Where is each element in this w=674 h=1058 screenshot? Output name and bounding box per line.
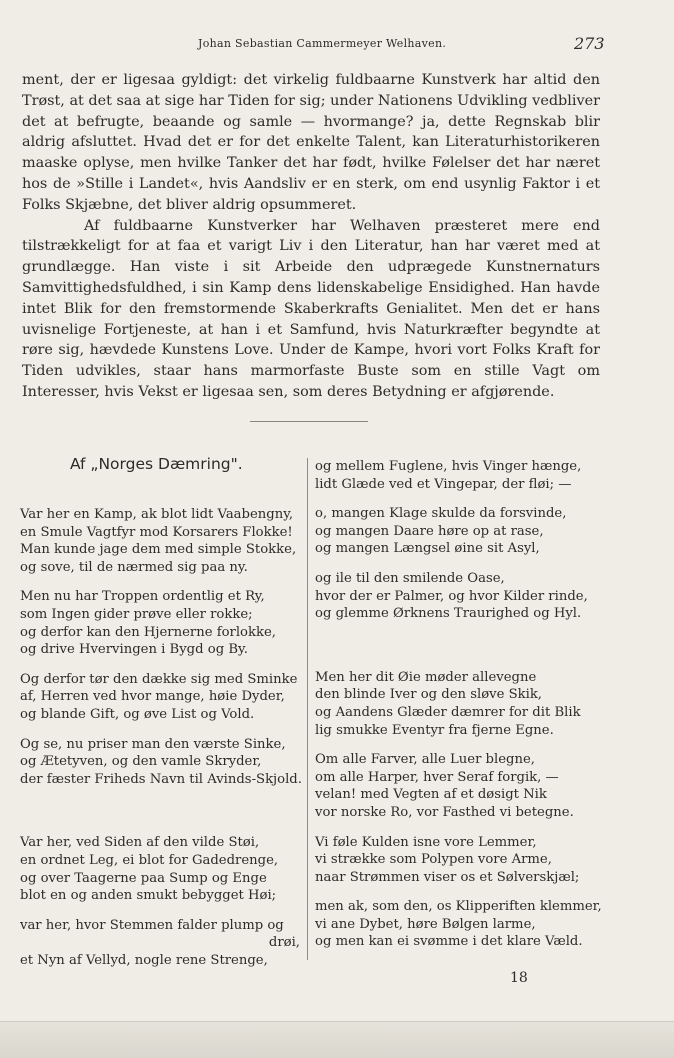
poem-line: af, Herren ved hvor mange, høie Dyder, — [20, 689, 285, 705]
poem-line: og mellem Fuglene, hvis Vinger hænge, — [315, 459, 582, 474]
poem-line: men ak, som den, os Klipperiften klemmer, — [315, 899, 602, 915]
page-header — [0, 34, 674, 54]
poem-stanza — [315, 751, 595, 821]
poem-line: lig smukke Eventyr fra fjerne Egne. — [315, 722, 554, 738]
poem-stanza — [20, 917, 300, 970]
poem-line-overflow: drøi, — [268, 935, 300, 951]
poem-line: om alle Harper, hver Seraf forgik, — — [315, 769, 559, 785]
scan-page-edge — [0, 1021, 674, 1058]
sonnet-gap — [315, 635, 595, 669]
poem-line: Man kunde jage dem med simple Stokke, — [20, 542, 297, 558]
running-head: Johan Sebastian Cammermeyer Welhaven. — [198, 37, 447, 50]
poem-line: Om alle Farver, alle Luer blegne, — [315, 752, 535, 768]
poem-title: Af „Norges Dæmring". — [70, 455, 243, 473]
poem-line: velan! med Vegten af et døsigt Nik — [315, 787, 547, 803]
poem-line: og sove, til de nærmed sig paa ny. — [20, 559, 248, 575]
poem-stanza — [20, 588, 300, 658]
poem-stanza — [20, 671, 300, 724]
poem-stanza — [315, 505, 595, 558]
poem-line: og Ætetyven, og den vamle Skryder, — [20, 754, 262, 770]
poem-line: naar Strømmen viser os et Sølverskjæl; — [315, 869, 580, 885]
poem-line: som Ingen gider prøve eller rokke; — [20, 606, 253, 622]
poem-stanza — [315, 834, 595, 887]
poem-line: en ordnet Leg, ei blot for Gadedrenge, — [20, 852, 279, 868]
poem-line: vi strække som Polypen vore Arme, — [315, 852, 552, 868]
poem-stanza — [315, 458, 595, 493]
prose-paragraph-1: ment, der er ligesaa gyldigt: det virkelig fuldbaarne Kunstverk har altid den Trøst, at det saa at sige har Tiden for sig; under Nationens Udvikling vedbliver det at befrugte, beaande og samle — hvormange? ja, dette Regnskab blir aldrig afsluttet. Hvad det er for det enkelte Talent, kan Literaturhistorikeren maaske oplyse, men hvilke Tanker det har født, hvilke Følelser det har næret hos de »Stille i Landet«, hvis Aandsliv er en sterk, om end usynlig Faktor i et Folks Skjæbne, det bliver aldrig opsummeret. — [22, 72, 600, 213]
poem-line: Og se, nu priser man den værste Sinke, — [20, 736, 286, 752]
poem-line: vi ane Dybet, høre Bølgen larme, — [315, 916, 536, 932]
poem-line: den blinde Iver og den sløve Skik, — [315, 687, 543, 703]
poem-line: vor norske Ro, vor Fasthed vi betegne. — [315, 804, 574, 820]
sonnet-gap — [20, 800, 300, 834]
poem-line: og glemme Ørknens Traurighed og Hyl. — [315, 606, 582, 622]
prose-paragraph-2: Af fuldbaarne Kunstverker har Welhaven præsteret mere end tilstrækkeligt for at faa et varigt Liv i den Literatur, han har været med at grundlægge. Han viste i sit Arbeide den udprægede Kunstnernaturs Samvittighedsfuldhed, i sin Kamp dens lidenskabelige Ensidighed. Han havde intet Blik for den fremstormende Skaberkrafts Genialitet. Men det er hans uvisnelige Fortjeneste, at han i et Samfund, hvis Naturkræfter begyndte at røre sig, hævdede Kunstens Love. Under de Kampe, hvori vort Folks Kraft for Tiden udvikles, staar hans marmorfaste Buste som en stille Vagt om Interesser, hvis Vekst er ligesaa sen, som deres Betydning er afgjørende. — [22, 217, 600, 400]
poem-line: og ile til den smilende Oase, — [315, 570, 505, 586]
poem-stanza — [20, 736, 300, 789]
poem-left-column — [20, 506, 300, 981]
poem-line: en Smule Vagtfyr mod Korsarers Flokke! — [20, 524, 293, 540]
poem-line: og Aandens Glæder dæmrer for dit Blik — [315, 704, 581, 720]
signature-mark: 18 — [510, 970, 528, 986]
poem-line: lidt Glæde ved et Vingepar, der fløi; — — [315, 476, 572, 492]
poem-line: et Nyn af Vellyd, nogle rene Strenge, — [20, 952, 268, 968]
poem-line: Var her, ved Siden af den vilde Støi, — [20, 835, 260, 851]
poem-line: Vi føle Kulden isne vore Lemmer, — [315, 834, 537, 850]
poem-line: og mangen Daare høre op at rase, — [315, 523, 544, 539]
poem-line: og mangen Længsel øine sit Asyl, — [315, 541, 540, 557]
poem-line: Men her dit Øie møder allevegne — [315, 669, 537, 685]
poem-line: Var her en Kamp, ak blot lidt Vaabengny, — [20, 507, 294, 522]
poem-line: o, mangen Klage skulde da forsvinde, — [315, 506, 567, 522]
poem-line: og drive Hvervingen i Bygd og By. — [20, 642, 248, 658]
poem-line: hvor der er Palmer, og hvor Kilder rinde, — [315, 588, 588, 604]
poem-line: og derfor kan den Hjernerne forlokke, — [20, 624, 276, 640]
column-rule — [307, 458, 308, 960]
section-divider — [250, 421, 368, 422]
page-number: 273 — [574, 34, 605, 53]
poem-stanza — [315, 570, 595, 623]
poem-line: var her, hvor Stemmen falder plump og — [20, 917, 284, 933]
poem-right-column — [315, 458, 602, 963]
poem-line: Og derfor tør den dække sig med Sminke — [20, 671, 298, 687]
poem-line: blot en og anden smukt bebygget Høi; — [20, 888, 277, 904]
prose-body — [22, 70, 600, 403]
poem-stanza — [20, 506, 300, 576]
poem-line: der fæster Friheds Navn til Avinds-Skjold. — [20, 771, 302, 787]
poem-stanza — [315, 898, 602, 951]
poem-line: og over Taagerne paa Sump og Enge — [20, 870, 267, 886]
poem-line: og blande Gift, og øve List og Vold. — [20, 706, 255, 722]
poem-stanza — [20, 834, 300, 904]
poem-line: Men nu har Troppen ordentlig et Ry, — [20, 589, 265, 605]
poem-line: og men kan ei svømme i det klare Væld. — [315, 934, 583, 950]
poem-stanza — [315, 669, 595, 739]
